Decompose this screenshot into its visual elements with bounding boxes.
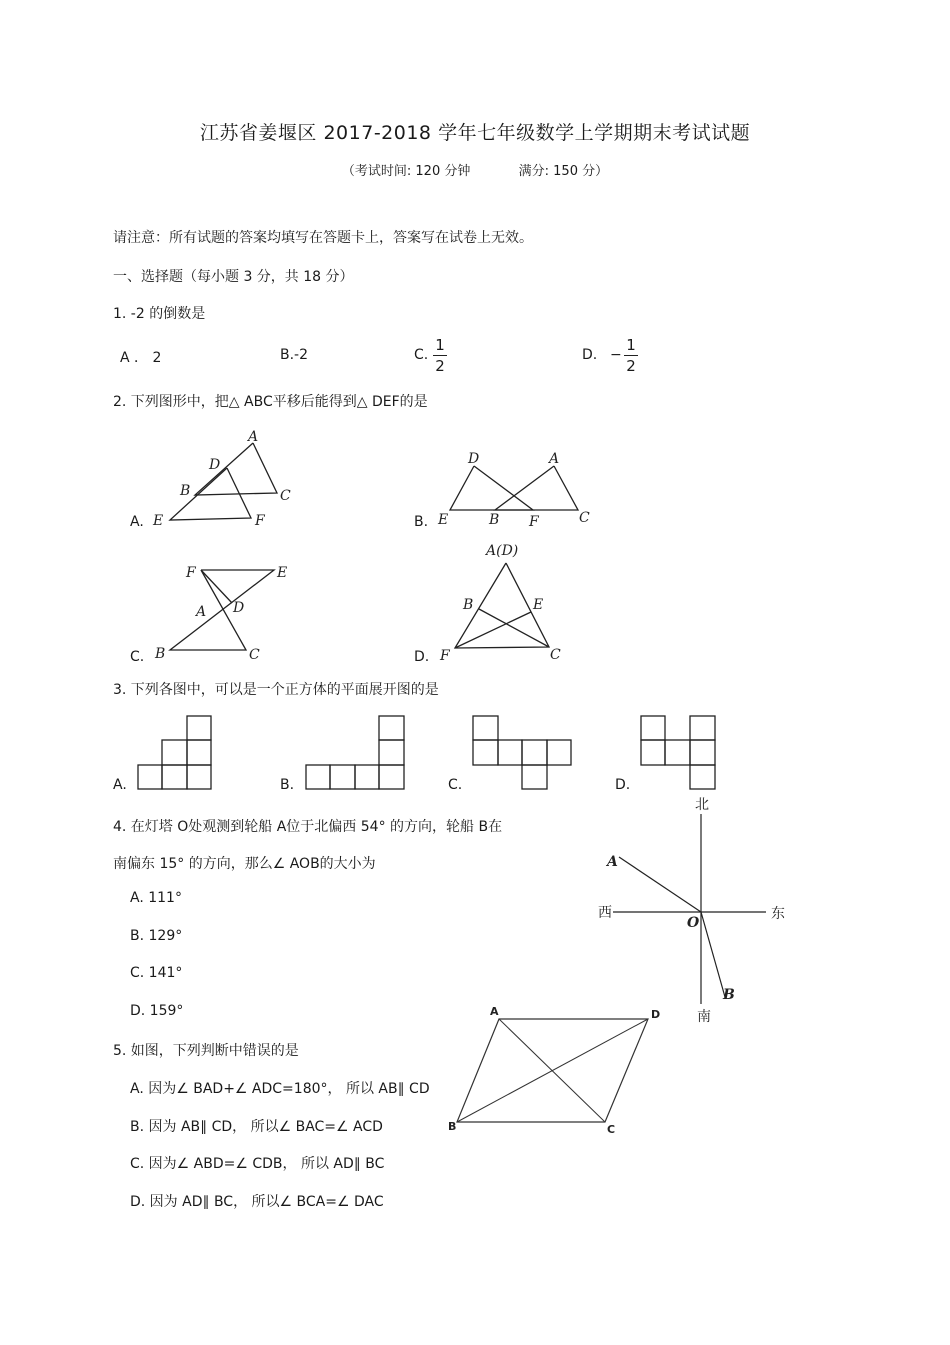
section-heading: 一、选择题（每小题 3 分，共 18 分） <box>113 269 354 285</box>
point-e: E <box>153 513 164 529</box>
fraction-numerator: 1 <box>435 336 445 354</box>
q2-option-d-label: D. <box>414 649 430 665</box>
q4-option-a: A. 111° <box>130 890 182 906</box>
point-a: A <box>196 604 207 620</box>
point-d: D <box>468 451 480 467</box>
exam-time: （考试时间: 120 分钟 <box>341 164 471 179</box>
q1-option-a: A ． 2 <box>120 350 162 366</box>
point-o: O <box>687 915 700 931</box>
vertex-b: B <box>448 1120 457 1133</box>
point-c: C <box>550 647 561 663</box>
point-d: D <box>233 600 245 616</box>
point-b: B <box>155 646 166 662</box>
notice: 请注意：所有试题的答案均填写在答题卡上，答案写在试卷上无效。 <box>113 230 533 246</box>
q3-option-b-label: B. <box>280 777 295 793</box>
point-f: F <box>440 648 450 664</box>
point-a: A <box>248 429 259 445</box>
q5-option-a: A. 因为∠ BAD+∠ ADC=180°， 所以 AB∥ CD <box>130 1081 430 1097</box>
q3-option-c-label: C. <box>448 777 463 793</box>
full-score: 满分: 150 分） <box>518 164 609 179</box>
q1-option-c-label: C. <box>414 347 429 363</box>
q5-option-d: D. 因为 AD∥ BC， 所以∠ BCA=∠ DAC <box>130 1194 384 1210</box>
q3-option-a-label: A. <box>113 777 127 793</box>
point-f: F <box>529 514 539 530</box>
point-b: B <box>463 597 474 613</box>
q3-option-d-label: D. <box>615 777 631 793</box>
fraction-denominator: 2 <box>435 357 445 375</box>
point-b: B <box>723 987 735 1003</box>
point-a: A <box>549 451 560 467</box>
point-b: B <box>489 512 500 528</box>
q3-stem: 3. 下列各图中，可以是一个正方体的平面展开图的是 <box>113 682 439 698</box>
point-c: C <box>280 488 291 504</box>
page-title: 江苏省姜堰区 2017-2018 学年七年级数学上学期期末考试试题 <box>199 122 751 144</box>
q5-stem: 5. 如图，下列判断中错误的是 <box>113 1043 299 1059</box>
point-c: C <box>579 510 590 526</box>
q1-option-b: B.-2 <box>280 347 309 363</box>
point-c: C <box>249 647 260 663</box>
point-f: F <box>186 565 196 581</box>
point-f: F <box>255 513 265 529</box>
q1-option-d-sign: − <box>610 347 622 363</box>
point-a-d: A(D) <box>486 543 519 559</box>
q1-option-d-label: D. <box>582 347 598 363</box>
q5-option-b: B. 因为 AB∥ CD， 所以∠ BAC=∠ ACD <box>130 1119 383 1135</box>
q4-option-c: C. 141° <box>130 965 183 981</box>
point-d: D <box>209 457 221 473</box>
q4-stem-line2: 南偏东 15° 的方向，那么∠ AOB的大小为 <box>113 856 376 872</box>
q4-option-d: D. 159° <box>130 1003 184 1019</box>
label-west: 西 <box>598 905 612 921</box>
q4-stem-line1: 4. 在灯塔 O处观测到轮船 A位于北偏西 54° 的方向，轮船 B在 <box>113 819 503 835</box>
fraction-denominator: 2 <box>626 357 636 375</box>
q1-stem: 1. -2 的倒数是 <box>113 306 206 322</box>
q2-option-a-label: A. <box>130 514 144 530</box>
q5-option-c: C. 因为∠ ABD=∠ CDB， 所以 AD∥ BC <box>130 1156 385 1172</box>
q2-stem: 2. 下列图形中，把△ ABC平移后能得到△ DEF的是 <box>113 394 428 410</box>
q4-option-b: B. 129° <box>130 928 183 944</box>
point-e: E <box>533 597 544 613</box>
point-b: B <box>180 483 191 499</box>
label-south: 南 <box>697 1009 711 1025</box>
vertex-d: D <box>651 1008 661 1021</box>
q2-option-c-label: C. <box>130 649 145 665</box>
fraction-numerator: 1 <box>626 336 636 354</box>
label-east: 东 <box>771 906 785 922</box>
q2-option-b-label: B. <box>414 514 429 530</box>
point-e: E <box>438 512 449 528</box>
vertex-c: C <box>607 1123 616 1136</box>
vertex-a: A <box>490 1005 499 1018</box>
label-north: 北 <box>695 797 709 813</box>
point-e: E <box>277 565 288 581</box>
point-a: A <box>607 854 618 870</box>
